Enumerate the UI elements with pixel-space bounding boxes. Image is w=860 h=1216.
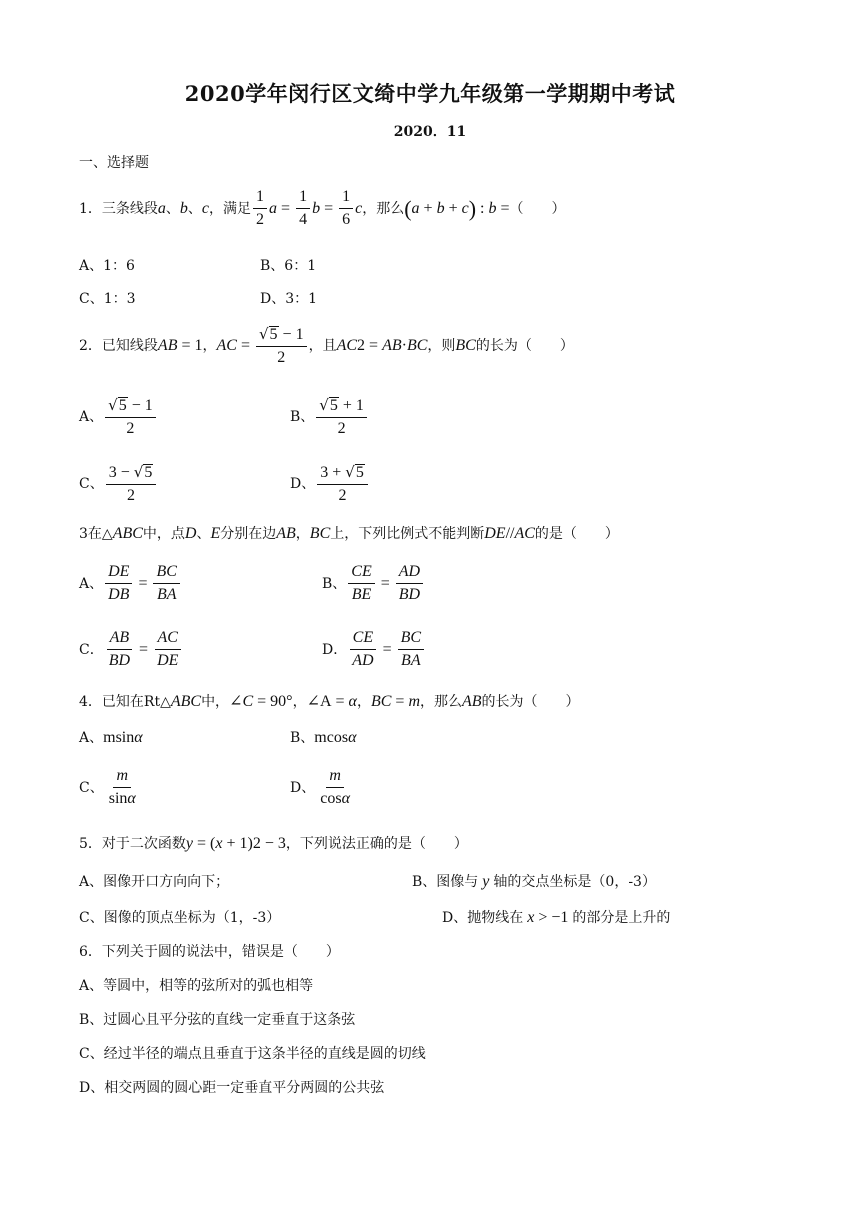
question-3-option-b: B、 $\frac{CE}{BE}$ = $\frac{AD}{BD}$ bbox=[322, 563, 425, 604]
exam-date: 2020．11 bbox=[393, 124, 467, 140]
question-5-stem: 5．对于二次函数 y = ( x + 1) 2 − 3 ，下列说法正确的是（ ） bbox=[79, 835, 468, 852]
question-6-option-b: B、过圆心且平分弦的直线一定垂直于这条弦 bbox=[79, 1012, 356, 1028]
question-5-option-b: B、图像与 y 轴的交点坐标是（0，-3） bbox=[412, 873, 656, 890]
page-title: 2020学年闵行区文绮中学九年级第一学期期中考试 bbox=[184, 81, 676, 106]
question-4-option-b: B、 mcos α bbox=[290, 729, 357, 746]
question-1-option-b: B、6：1 bbox=[260, 258, 317, 274]
question-1-option-a: A、1：6 bbox=[79, 258, 135, 274]
question-3-option-c: C． $\frac{AB}{BD}$ = $\frac{AC}{DE}$ bbox=[79, 629, 183, 670]
question-6-option-d: D、相交两圆的圆心距一定垂直平分两圆的公共弦 bbox=[79, 1080, 385, 1096]
question-2-stem: 2．已知线段 AB = 1 ， AC = √ 5 − 1 2 ，且 AC 2 = AB · BC ，则 BC 的长为（ ） bbox=[79, 325, 574, 366]
question-2-option-d: D、 3 + √ 5 2 bbox=[290, 463, 370, 505]
question-2-option-c: C、 3 − √ 5 2 bbox=[79, 463, 158, 505]
section-heading: 一、选择题 bbox=[79, 155, 149, 171]
question-5-option-c: C、图像的顶点坐标为（1，-3） bbox=[79, 910, 281, 926]
question-4-option-a: A、 msin α bbox=[79, 729, 143, 746]
question-6-stem: 6．下列关于圆的说法中，错误是（ ） bbox=[79, 944, 340, 960]
question-1-option-c: C、1：3 bbox=[79, 291, 136, 307]
question-4-option-c: C、 $\frac{m}{\sin\alpha}$ bbox=[79, 767, 136, 807]
question-1-stem: 1．三条线段 a 、 b 、 c ，满足 $\frac{1}{2}$ a = $\frac{1}{4}$ b = $\frac{1}{6}$ c ，那么 ( a + b + c ) : b = （ ） bbox=[79, 188, 566, 228]
question-3-option-d: D． $\frac{CE}{AD}$ = $\frac{BC}{BA}$ bbox=[322, 629, 426, 670]
question-3-option-a: A、 $\frac{DE}{DB}$ = $\frac{BC}{BA}$ bbox=[79, 563, 182, 604]
question-2-option-a: A、 √ 5 − 1 2 bbox=[79, 396, 158, 438]
question-1-option-d: D、3：1 bbox=[260, 291, 318, 307]
question-2-option-b: B、 √ 5 + 1 2 bbox=[290, 396, 369, 438]
question-4-stem: 4．已知在Rt△ ABC 中， ∠ C = 90° ， ∠A = α ， BC = m ，那么 AB 的长为（ ） bbox=[79, 693, 580, 710]
question-3-stem: 3在△ ABC 中，点 D 、 E 分别在边 AB ， BC 上，下列比例式不能判断 DE // AC 的是（ ） bbox=[79, 525, 619, 542]
question-6-option-a: A、等圆中，相等的弦所对的弧也相等 bbox=[79, 978, 314, 994]
question-6-option-c: C、经过半径的端点且垂直于这条半径的直线是圆的切线 bbox=[79, 1046, 426, 1062]
question-5-option-d: D、抛物线在 x > −1 的部分是上升的 bbox=[442, 909, 671, 926]
question-5-option-a: A、图像开口方向向下； bbox=[79, 874, 230, 890]
question-4-option-d: D、 $\frac{m}{\cos\alpha}$ bbox=[290, 767, 350, 807]
